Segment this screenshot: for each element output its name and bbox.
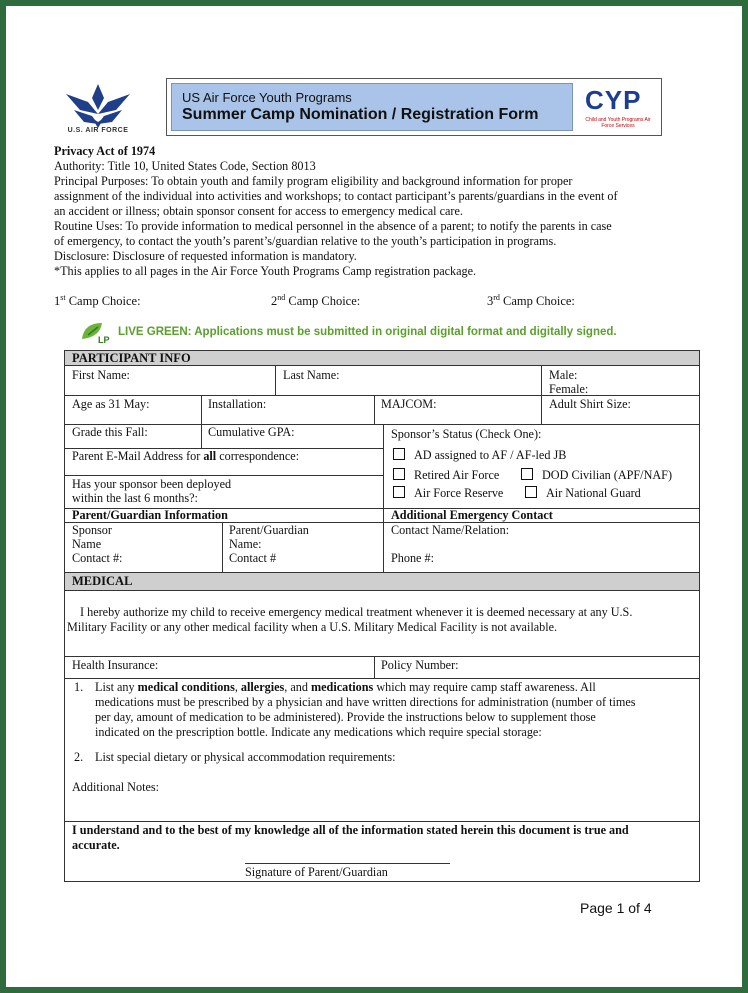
- participant-info-section-header: [65, 351, 699, 365]
- sponsor-name-label: Sponsor: [72, 523, 112, 537]
- status-ang-option[interactable]: Air National Guard: [525, 486, 641, 500]
- cyp-logo: CYP: [585, 85, 642, 115]
- registration-form-table: [64, 350, 700, 882]
- majcom-field[interactable]: MAJCOM:: [381, 397, 437, 411]
- svg-text:LP: LP: [98, 335, 110, 345]
- deployed-question-line1: Has your sponsor been deployed: [72, 477, 232, 491]
- privacy-title: Privacy Act of 1974: [54, 144, 156, 158]
- privacy-authority: Authority: Title 10, United States Code, Section 8013: [54, 159, 316, 173]
- grade-field[interactable]: Grade this Fall:: [72, 425, 148, 439]
- sponsor-contact-field[interactable]: Contact #:: [72, 551, 123, 565]
- live-green-text: LIVE GREEN: Applications must be submitted in original digital format and digitally signed.: [118, 326, 617, 338]
- sponsor-name-field[interactable]: Name: [72, 537, 102, 551]
- policy-number-field[interactable]: Policy Number:: [381, 658, 459, 672]
- status-dod-checkbox[interactable]: [521, 468, 533, 480]
- header-form-title: Summer Camp Nomination / Registration Form: [182, 106, 539, 123]
- privacy-purpose-line: Principal Purposes: To obtain youth and family program eligibility and background information for proper: [54, 174, 573, 188]
- authorization-statement: I hereby authorize my child to receive emergency medical treatment whenever it is deemed necessary at any U.S. Military Facility or any other medical facility when a U.S. Military Medical Facility is not available.: [67, 605, 633, 634]
- gpa-field[interactable]: Cumulative GPA:: [208, 425, 295, 439]
- participant-info-label: PARTICIPANT INFO: [72, 351, 191, 365]
- health-insurance-field[interactable]: Health Insurance:: [72, 658, 159, 672]
- status-reserve-checkbox[interactable]: [393, 486, 405, 498]
- additional-contact-label: Additional Emergency Contact: [391, 508, 553, 522]
- medical-item-1[interactable]: 1. List any medical conditions, allergies, and medications which may require camp staff awareness. All medications must be prescribed by a physician and have written directions for administration (number of times per day, amount of medication to be administered). Provide the instructions below to supplement those indicated on the prescription bottle. Indicate any medications which require special storage:: [74, 680, 636, 739]
- female-field[interactable]: Female:: [549, 382, 589, 396]
- document-page: [6, 6, 742, 987]
- first-name-field[interactable]: First Name:: [72, 368, 130, 382]
- status-dod-option[interactable]: DOD Civilian (APF/NAF): [521, 468, 672, 482]
- medical-label: MEDICAL: [72, 574, 133, 588]
- header-program-title: US Air Force Youth Programs: [182, 90, 352, 105]
- privacy-disclosure: Disclosure: Disclosure of requested information is mandatory.: [54, 249, 357, 263]
- live-green-leaf-icon: [78, 319, 114, 345]
- privacy-purpose-line: assignment of the individual into activities and workshops; to contact participant’s parents/guardians in the event of: [54, 189, 618, 203]
- cyp-logo-subtext: Child and Youth Programs Air Force Services: [585, 117, 651, 129]
- status-ad-option[interactable]: AD assigned to AF / AF-led JB: [393, 448, 566, 462]
- sponsor-status-label: Sponsor’s Status (Check One):: [391, 427, 542, 441]
- privacy-purpose-line: an accident or illness; obtain sponsor consent for access to emergency medical care.: [54, 204, 463, 218]
- installation-field[interactable]: Installation:: [208, 397, 267, 411]
- privacy-routine-line: Routine Uses: To provide information to medical personnel in the absence of a parent; to notify the parents in case: [54, 219, 612, 233]
- contact-phone-field[interactable]: Phone #:: [391, 551, 434, 565]
- header-title-panel: [171, 83, 573, 131]
- male-field[interactable]: Male:: [549, 368, 578, 382]
- live-green-banner: [78, 319, 698, 347]
- privacy-act-statement: [54, 144, 694, 279]
- air-force-logo-text: U.S. AIR FORCE: [67, 127, 129, 134]
- camp-choice-1[interactable]: 1st Camp Choice:: [54, 293, 141, 309]
- page-number: Page 1 of 4: [580, 900, 652, 916]
- signature-label: Signature of Parent/Guardian: [245, 865, 388, 879]
- shirt-size-field[interactable]: Adult Shirt Size:: [549, 397, 631, 411]
- parent-guardian-contact-field[interactable]: Contact #: [229, 551, 277, 565]
- parent-guardian-name-field[interactable]: Name:: [229, 537, 262, 551]
- contact-name-relation-field[interactable]: Contact Name/Relation:: [391, 523, 510, 537]
- status-ad-checkbox[interactable]: [393, 448, 405, 460]
- privacy-applies-note: *This applies to all pages in the Air Force Youth Programs Camp registration package.: [54, 264, 477, 278]
- age-field[interactable]: Age as 31 May:: [72, 397, 150, 411]
- status-retired-checkbox[interactable]: [393, 468, 405, 480]
- status-retired-option[interactable]: Retired Air Force: [393, 468, 499, 482]
- camp-choice-2[interactable]: 2nd Camp Choice:: [271, 293, 361, 309]
- parent-guardian-name-label: Parent/Guardian: [229, 523, 309, 537]
- additional-notes-field[interactable]: Additional Notes:: [72, 780, 159, 794]
- last-name-field[interactable]: Last Name:: [283, 368, 340, 382]
- medical-section-header: [65, 573, 699, 590]
- deployed-question-line2[interactable]: within the last 6 months?:: [72, 491, 198, 505]
- status-reserve-option[interactable]: Air Force Reserve: [393, 486, 503, 500]
- medical-item-2[interactable]: 2. List special dietary or physical accommodation requirements:: [74, 750, 396, 764]
- form-header: [166, 78, 662, 136]
- status-ang-checkbox[interactable]: [525, 486, 537, 498]
- privacy-routine-line: of emergency, to contact the youth’s parent’s/guardian relative to the youth’s participation in programs.: [54, 234, 557, 248]
- certification-statement: I understand and to the best of my knowledge all of the information stated herein this document is true and accurate.: [72, 823, 629, 852]
- parent-email-field[interactable]: Parent E-Mail Address for all correspondence:: [72, 449, 300, 463]
- signature-line[interactable]: [245, 863, 450, 864]
- parent-guardian-info-label: Parent/Guardian Information: [72, 508, 228, 522]
- camp-choice-3[interactable]: 3rd Camp Choice:: [487, 293, 575, 309]
